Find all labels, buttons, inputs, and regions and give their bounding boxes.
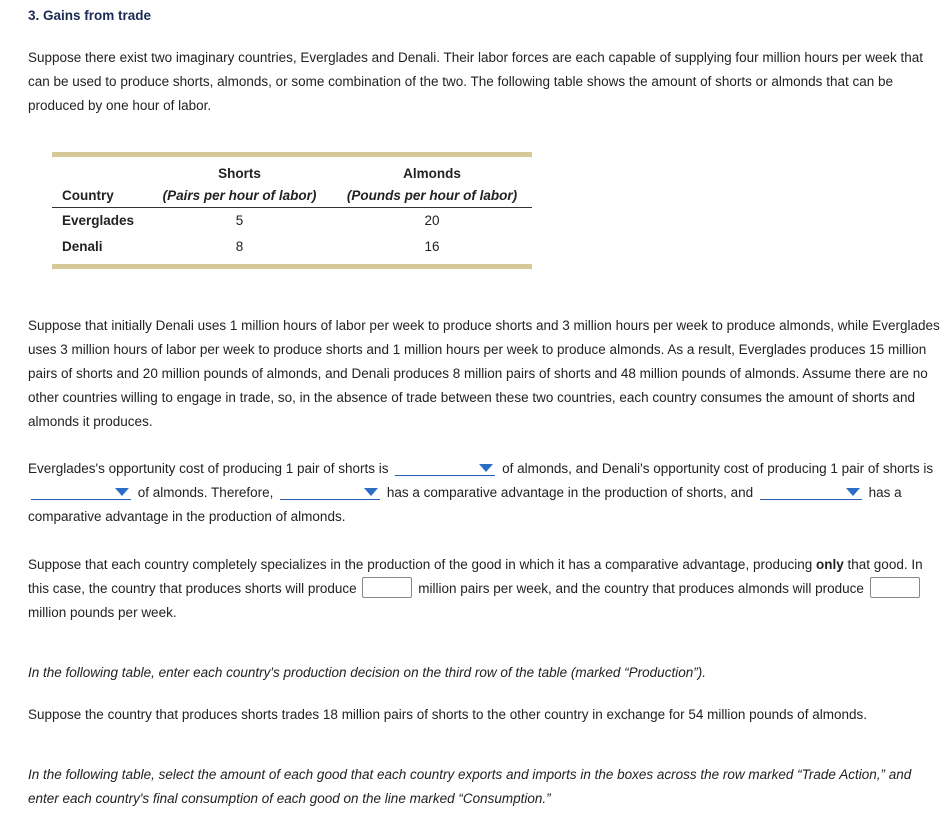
almonds-unit: (Pounds per hour of labor) — [346, 188, 518, 203]
question1-text-3: of almonds. Therefore, — [137, 485, 274, 500]
chevron-down-icon — [479, 464, 493, 472]
country-name: Everglades — [62, 213, 135, 228]
shorts-header: Shorts — [218, 166, 261, 181]
table-top-rule — [52, 152, 532, 157]
question2-text-3: million pairs per week, and the country that produces almonds will produce — [418, 581, 864, 596]
scenario-paragraph: Suppose that initially Denali uses 1 million hours of labor per week to produce shorts and 3 million hours per week to produce almonds, while Everglades uses 3 million hours of labor per week to produce shorts and 1 million hours per week to produce almonds. As a result, Everglades produces 15 million pairs of shorts and 20 million pounds of almonds, and Denali produces 8 million pairs of shorts and 48 million pounds of almonds. Assume there are no other countries willing to engage in trade, so, in the absence of trade between these two countries, each country consumes the amount of shorts and almonds it produces. — [28, 318, 940, 429]
trade-instruction: In the following table, select the amount of each good that each country exports and imports in the boxes across the row marked “Trade Action,” and enter each country's final consumption of each good on the line marked “Consumption.” — [28, 767, 912, 806]
question2-text-1: Suppose that each country completely specializes in the production of the good in which it has a comparative advantage, producing — [28, 557, 813, 572]
shorts-value: 5 — [235, 213, 244, 228]
denali-opportunity-cost-dropdown[interactable] — [31, 484, 131, 500]
table-header-row-1 — [52, 163, 532, 185]
everglades-opportunity-cost-dropdown[interactable] — [395, 460, 495, 476]
table-row — [52, 236, 532, 258]
question2-bold: only — [816, 557, 844, 572]
opportunity-cost-question — [28, 457, 940, 529]
intro-paragraph: Suppose there exist two imaginary countries, Everglades and Denali. Their labor forces are each capable of supplying four million hours per week that can be used to produce shorts, almonds, or some combination of the two. The following table shows the amount of shorts or almonds that can be produced by one hour of labor. — [28, 50, 923, 113]
country-name: Denali — [62, 239, 103, 254]
question2-text-4: million pounds per week. — [28, 605, 177, 620]
country-header: Country — [62, 188, 114, 203]
shorts-unit: (Pairs per hour of labor) — [162, 188, 317, 203]
production-instruction: In the following table, enter each country's production decision on the third row of the table (marked “Production”). — [28, 665, 706, 680]
chevron-down-icon — [846, 488, 860, 496]
almonds-advantage-country-dropdown[interactable] — [760, 484, 862, 500]
trade-paragraph: Suppose the country that produces shorts trades 18 million pairs of shorts to the other country in exchange for 54 million pounds of almonds. — [28, 707, 867, 722]
labor-productivity-table — [52, 152, 532, 254]
shorts-advantage-country-dropdown[interactable] — [280, 484, 380, 500]
almonds-production-input[interactable] — [870, 577, 920, 598]
almonds-header: Almonds — [403, 166, 461, 181]
question1-text-1: Everglades's opportunity cost of producing 1 pair of shorts is — [28, 461, 389, 476]
question1-text-4: has a comparative advantage in the production of shorts, and — [386, 485, 754, 500]
question1-text-2: of almonds, and Denali's opportunity cost of producing 1 pair of shorts is — [502, 461, 934, 476]
chevron-down-icon — [115, 488, 129, 496]
specialization-question — [28, 553, 940, 625]
table-header-row-2 — [52, 185, 532, 208]
question2-text-2: that good. In this case, the country that produces shorts will produce — [28, 557, 923, 596]
question1-text-5: has a comparative advantage in the production of almonds. — [28, 485, 902, 524]
chevron-down-icon — [364, 488, 378, 496]
almonds-value: 16 — [424, 239, 440, 254]
section-title: 3. Gains from trade — [28, 8, 152, 23]
table-bottom-rule — [52, 264, 532, 269]
almonds-value: 20 — [424, 213, 440, 228]
table-row — [52, 210, 532, 232]
shorts-value: 8 — [235, 239, 244, 254]
shorts-production-input[interactable] — [362, 577, 412, 598]
